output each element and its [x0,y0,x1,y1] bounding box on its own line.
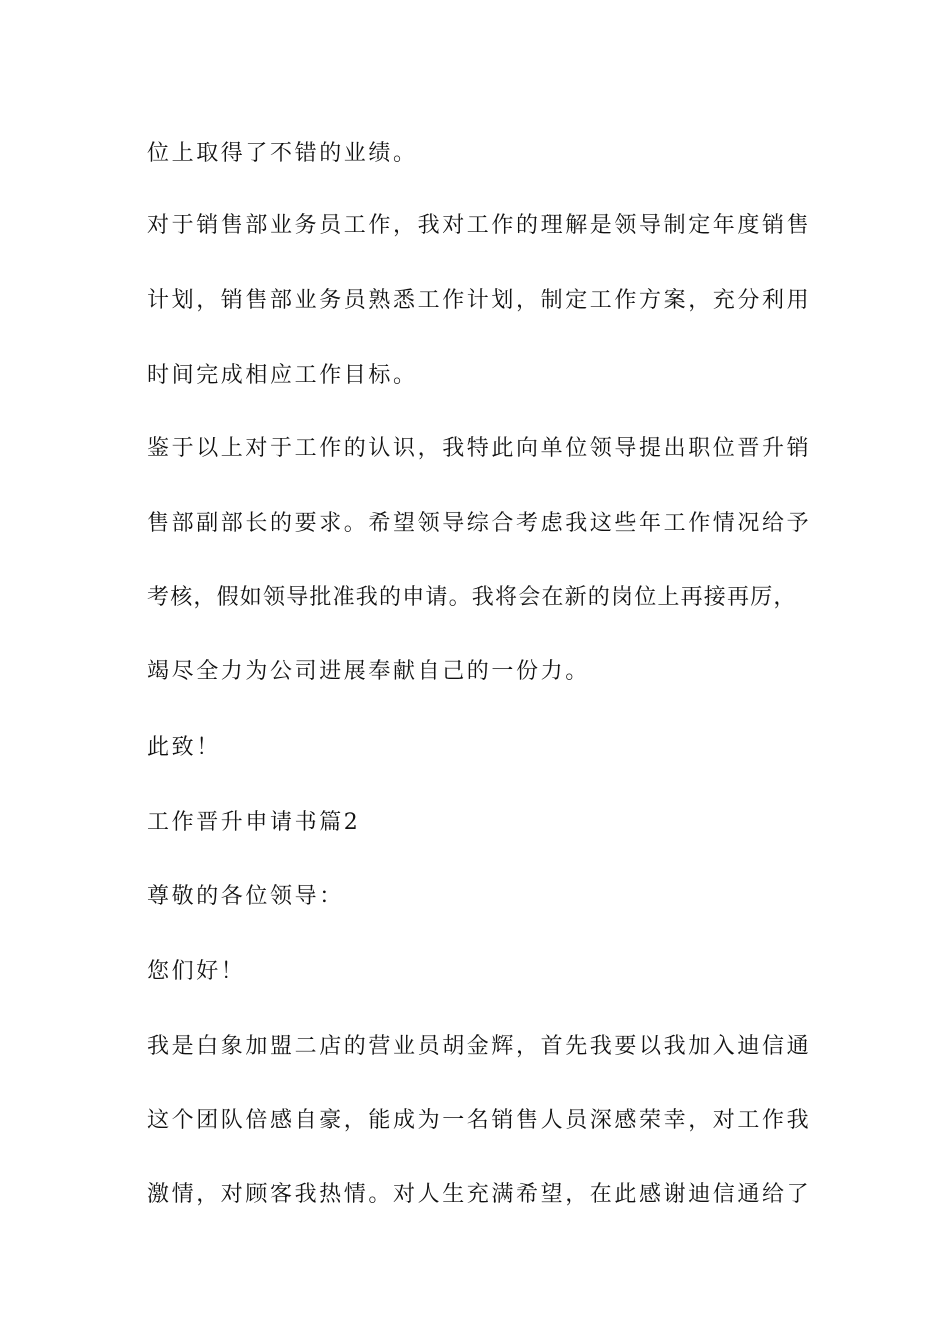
section-title: 工作晋升申请书篇2 [147,810,361,835]
greeting-line: 尊敬的各位领导： [147,884,344,909]
paragraph-line: 我是白象加盟二店的营业员胡金辉，首先我要以我加入迪信通 [147,1034,812,1059]
greeting-line: 您们好！ [147,959,246,984]
paragraph-line: 对于销售部业务员工作，我对工作的理解是领导制定年度销售 [147,213,812,238]
paragraph-line: 位上取得了不错的业绩。 [147,141,418,166]
closing-salutation: 此致！ [147,735,221,760]
paragraph-line: 售部副部长的要求。希望领导综合考虑我这些年工作情况给予 [147,511,812,536]
paragraph-line: 时间完成相应工作目标。 [147,363,418,388]
paragraph-line: 竭尽全力为公司进展奉献自己的一份力。 [147,659,590,684]
paragraph-line: 鉴于以上对于工作的认识，我特此向单位领导提出职位晋升销 [147,436,812,461]
paragraph-line: 计划，销售部业务员熟悉工作计划，制定工作方案，充分利用 [147,288,812,313]
paragraph-line: 激情，对顾客我热情。对人生充满希望，在此感谢迪信通给了 [147,1182,812,1207]
paragraph-line: 这个团队倍感自豪，能成为一名销售人员深感荣幸，对工作我 [147,1108,812,1133]
paragraph-line: 考核，假如领导批准我的申请。我将会在新的岗位上再接再厉， [147,585,797,610]
